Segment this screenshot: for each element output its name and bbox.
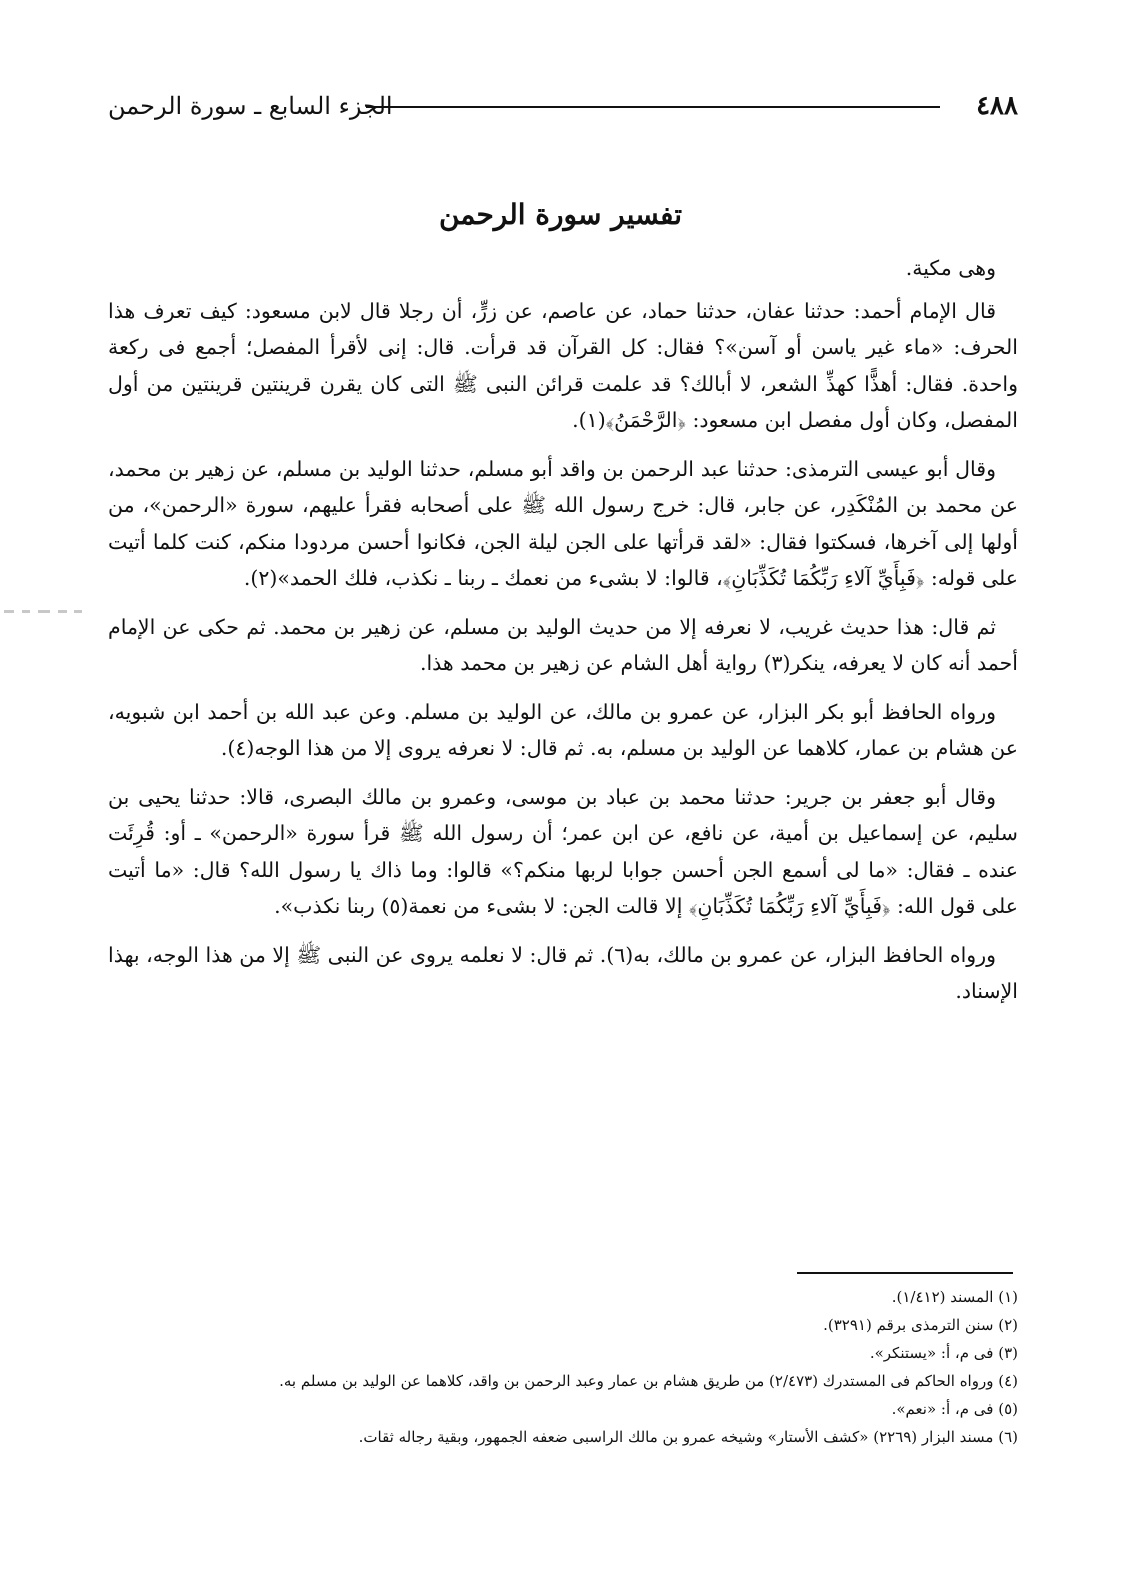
paragraph: ورواه الحافظ البزار، عن عمرو بن مالك، به(٦). ثم قال: لا نعلمه يروى عن النبى ﷺ إلا من هذا الوجه، بهذا الإسناد. bbox=[108, 942, 1018, 1003]
footnote: (٥) فى م، أ: «نعم». bbox=[891, 1400, 1018, 1418]
footnote-rule bbox=[797, 1272, 1013, 1274]
paragraph: وقال أبو عيسى الترمذى: حدثنا عبد الرحمن بن واقد أبو مسلم، حدثنا الوليد بن مسلم، عن زهير بن محمد، عن محمد بن المُنْكَدِر، عن جابر، قال: خرج رسول الله ﷺ على أصحابه فقرأ عليهم، سورة «الرحمن»، من أولها إلى آخرها، فسكتوا فقال: «لقد قرأتها على الجن ليلة الجن، فكانوا أحسن مردودا منكم، كنت كلما أتيت على قوله: ﴿فَبِأَيِّ آلاءِ رَبِّكُمَا تُكَذِّبَانِ﴾، قالوا: لا بشىء من نعمك ـ ربنا ـ نكذب، فلك الحمد»(٢). bbox=[108, 456, 1018, 590]
body-text bbox=[108, 250, 1018, 1010]
paragraph: قال الإمام أحمد: حدثنا عفان، حدثنا حماد، عن عاصم، عن زرٍّ، أن رجلا قال لابن مسعود: كيف تعرف هذا الحرف: «ماء غير ياسن أو آسن»؟ فقال: كل القرآن قد قرأت. قال: إنى لأقرأ المفصل؛ أجمع فى ركعة واحدة. فقال: أهذًّا كهذِّ الشعر، لا أبالك؟ قد علمت قرائن النبى ﷺ التى كان يقرن قرينتين قرينتين من أول المفصل، وكان أول مفصل ابن مسعود: ﴿الرَّحْمَنُ﴾(١). bbox=[108, 298, 1018, 432]
footnote: (٣) فى م، أ: «يستنكر». bbox=[869, 1344, 1018, 1362]
paragraph: وقال أبو جعفر بن جرير: حدثنا محمد بن عباد بن موسى، وعمرو بن مالك البصرى، قالا: حدثنا يحيى بن سليم، عن إسماعيل بن أمية، عن نافع، عن ابن عمر؛ أن رسول الله ﷺ قرأ سورة «الرحمن» ـ أو: قُرِئَت عنده ـ فقال: «ما لى أسمع الجن أحسن جوابا لربها منكم؟» قالوا: وما ذاك يا رسول الله؟ قال: «ما أتيت على قول الله: ﴿فَبِأَيِّ آلاءِ رَبِّكُمَا تُكَذِّبَانِ﴾ إلا قالت الجن: لا بشىء من نعمة(٥) ربنا نكذب». bbox=[108, 784, 1018, 918]
running-title: الجزء السابع ـ سورة الرحمن bbox=[108, 92, 393, 120]
footnotes bbox=[108, 1283, 1018, 1451]
running-header bbox=[108, 88, 1018, 124]
footnote: (٦) مسند البزار (٢٢٦٩) «كشف الأستار» وشيخه عمرو بن مالك الراسبى ضعفه الجمهور، وبقية رجاله ثقات. bbox=[358, 1428, 1018, 1446]
header-rule bbox=[366, 106, 940, 108]
footnote: (٢) سنن الترمذى برقم (٣٢٩١). bbox=[823, 1316, 1018, 1334]
paragraph: ورواه الحافظ أبو بكر البزار، عن عمرو بن مالك، عن الوليد بن مسلم. وعن عبد الله بن أحمد ابن شبويه، عن هشام بن عمار، كلاهما عن الوليد بن مسلم، به. ثم قال: لا نعرفه يروى إلا من هذا الوجه(٤). bbox=[108, 699, 1018, 760]
paragraph: ثم قال: هذا حديث غريب، لا نعرفه إلا من حديث الوليد بن مسلم، عن زهير بن محمد. ثم حكى عن الإمام أحمد أنه كان لا يعرفه، ينكر(٣) رواية أهل الشام عن زهير بن محمد هذا. bbox=[108, 614, 1018, 675]
page-number: ٤٨٨ bbox=[976, 91, 1018, 121]
chapter-title: تفسير سورة الرحمن bbox=[438, 198, 683, 231]
scan-artifact bbox=[0, 610, 84, 616]
paragraph: وهى مكية. bbox=[905, 256, 996, 280]
footnote: (٤) ورواه الحاكم فى المستدرك (٢/٤٧٣) من طريق هشام بن عمار وعبد الرحمن بن واقد، كلاهما عن الوليد بن مسلم به. bbox=[279, 1372, 1018, 1390]
footnote: (١) المسند (١/٤١٢). bbox=[891, 1288, 1018, 1306]
